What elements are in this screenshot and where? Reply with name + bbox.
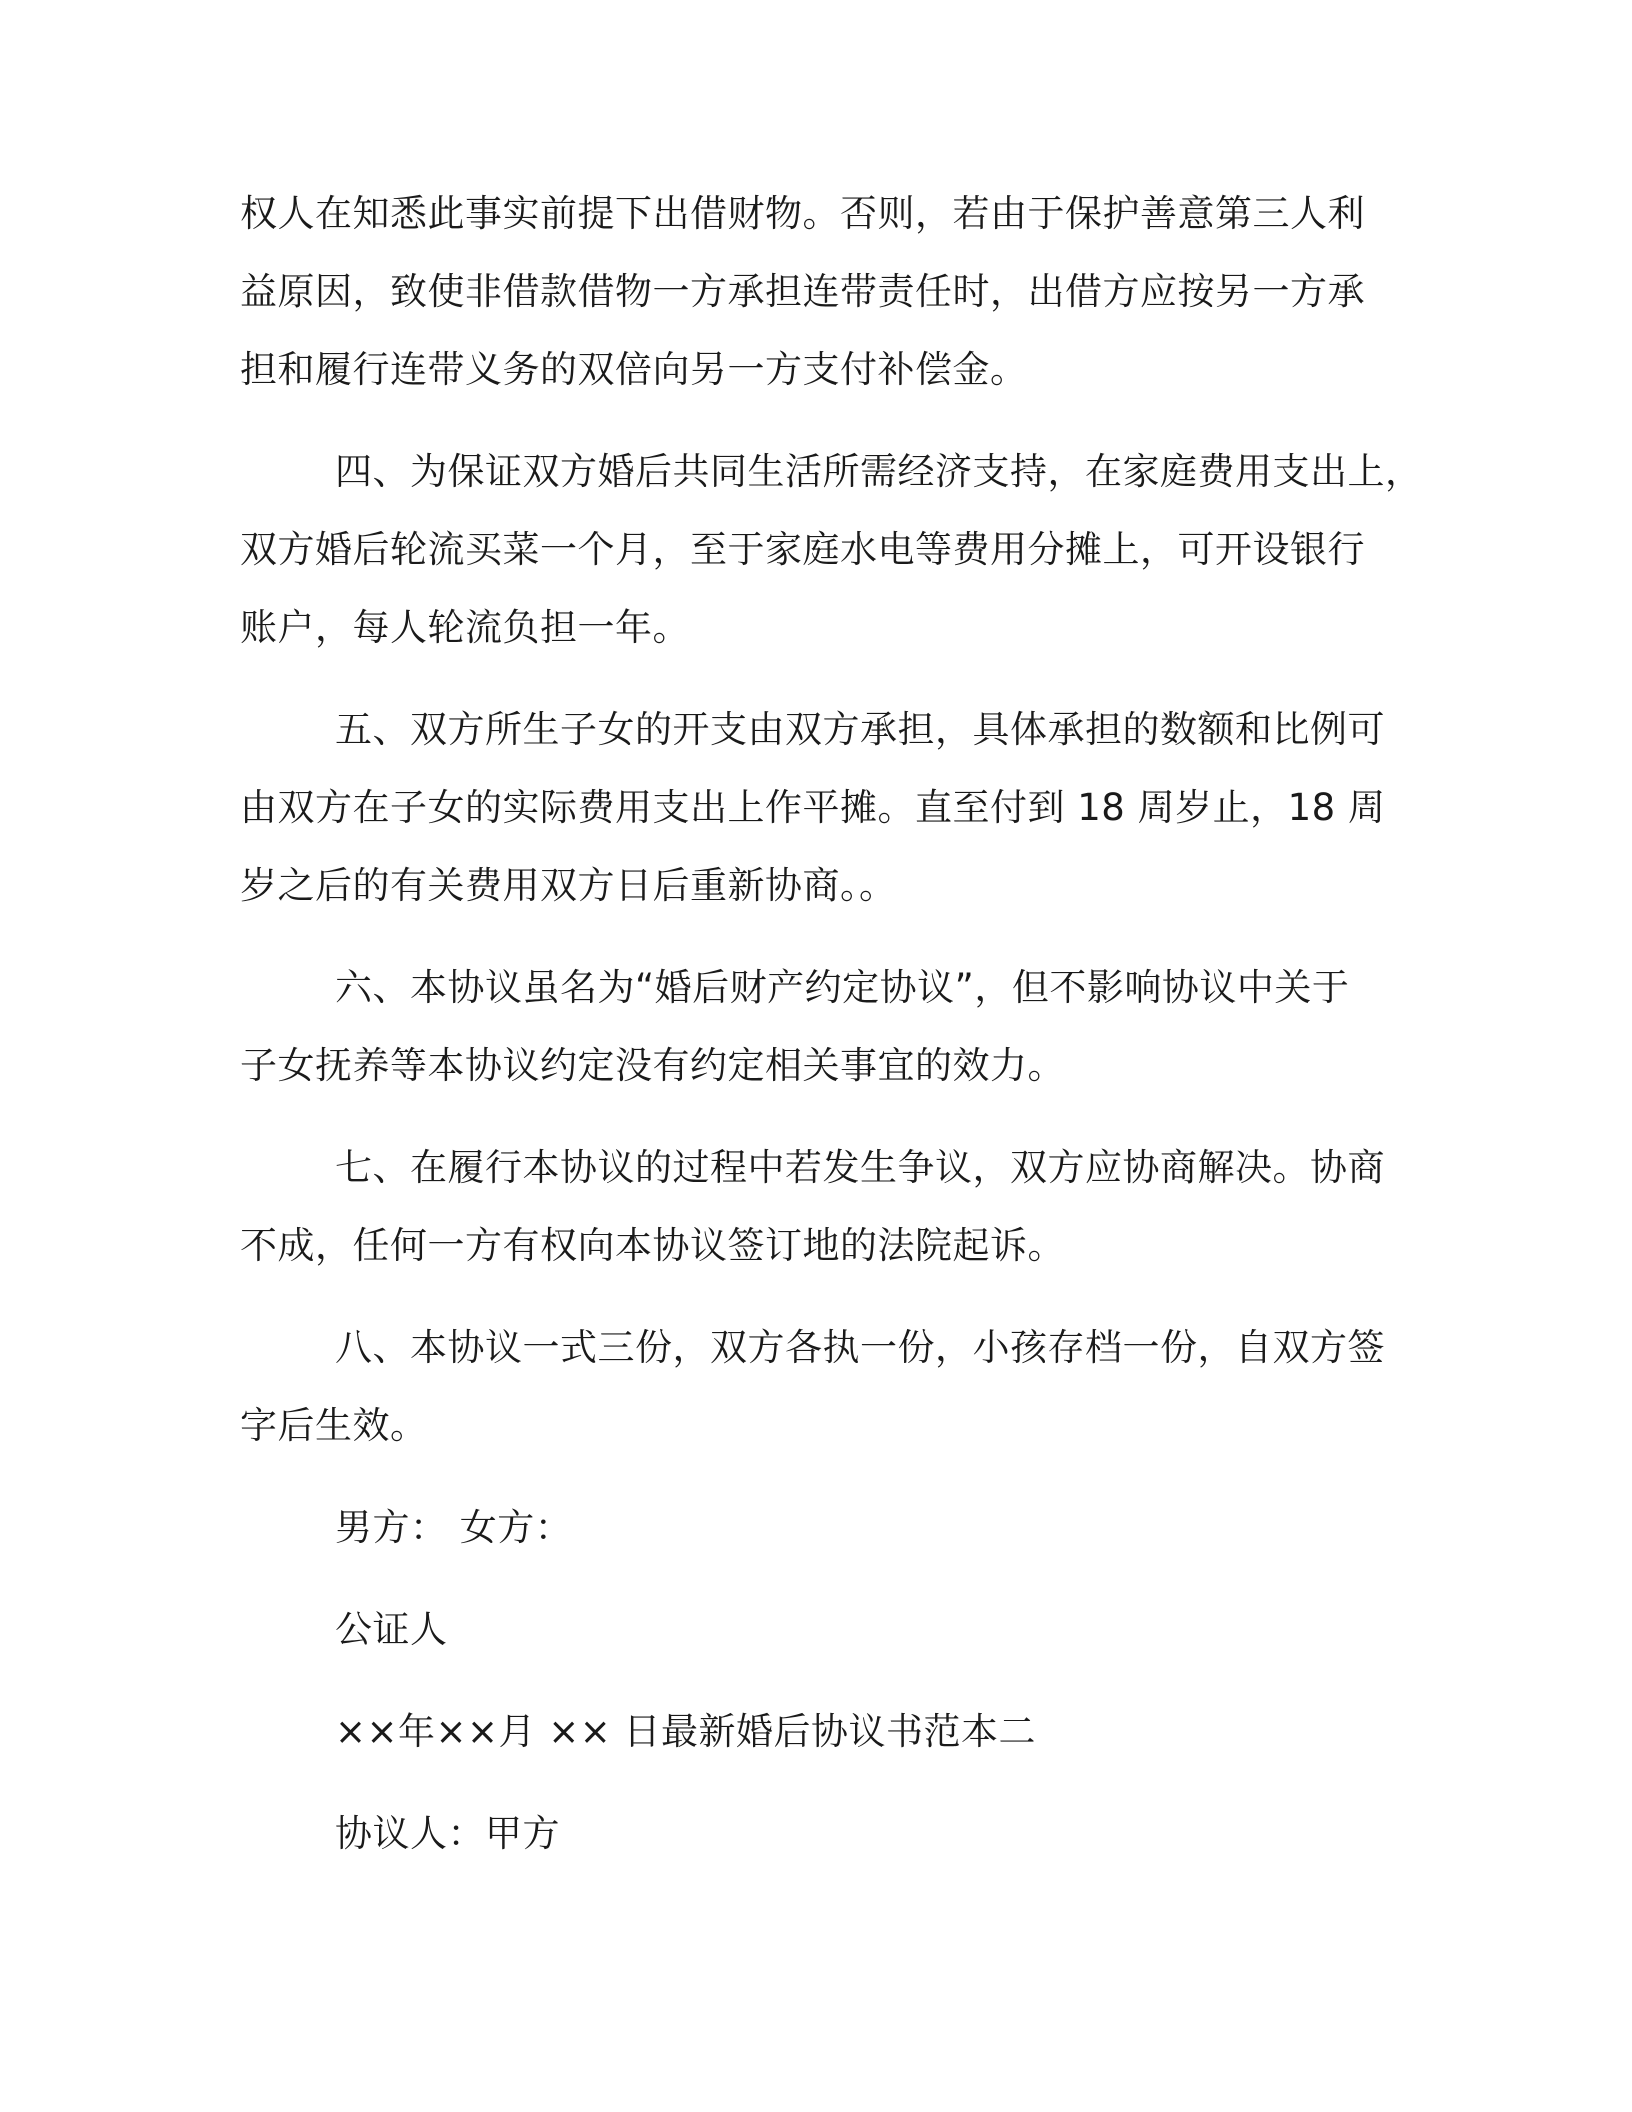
clause-5-line: 岁之后的有关费用双方日后重新协商。。 bbox=[240, 864, 897, 907]
paragraph-line: 担和履行连带义务的双倍向另一方支付补偿金。 bbox=[240, 348, 1028, 391]
clause-7-line: 七、在履行本协议的过程中若发生争议，双方应协商解决。协商 bbox=[335, 1146, 1385, 1189]
party-label: 协议人：甲方 bbox=[335, 1812, 560, 1855]
clause-4-line: 四、为保证双方婚后共同生活所需经济支持，在家庭费用支出上， bbox=[335, 450, 1423, 493]
clause-4-line: 双方婚后轮流买菜一个月，至于家庭水电等费用分摊上，可开设银行 bbox=[240, 528, 1365, 571]
paragraph-line: 益原因，致使非借款借物一方承担连带责任时，出借方应按另一方承 bbox=[240, 270, 1365, 313]
clause-4-line: 账户，每人轮流负担一年。 bbox=[240, 606, 690, 649]
paragraph-line: 权人在知悉此事实前提下出借财物。否则，若由于保护善意第三人利 bbox=[240, 192, 1365, 235]
notary-label: 公证人 bbox=[335, 1608, 448, 1651]
clause-6-line: 六、本协议虽名为“婚后财产约定协议”，但不影响协议中关于 bbox=[335, 966, 1350, 1009]
date-title: ××年××月 ×× 日最新婚后协议书范本二 bbox=[335, 1710, 1037, 1753]
clause-8-line: 八、本协议一式三份，双方各执一份，小孩存档一份，自双方签 bbox=[335, 1326, 1385, 1369]
clause-5-line: 五、双方所生子女的开支由双方承担，具体承担的数额和比例可 bbox=[335, 708, 1385, 751]
clause-6-line: 子女抚养等本协议约定没有约定相关事宜的效力。 bbox=[240, 1044, 1065, 1087]
signature-parties: 男方： 女方： bbox=[335, 1506, 573, 1549]
clause-7-line: 不成，任何一方有权向本协议签订地的法院起诉。 bbox=[240, 1224, 1065, 1267]
clause-5-line: 由双方在子女的实际费用支出上作平摊。直至付到 18 周岁止，18 周 bbox=[240, 786, 1386, 829]
clause-8-line: 字后生效。 bbox=[240, 1404, 428, 1447]
